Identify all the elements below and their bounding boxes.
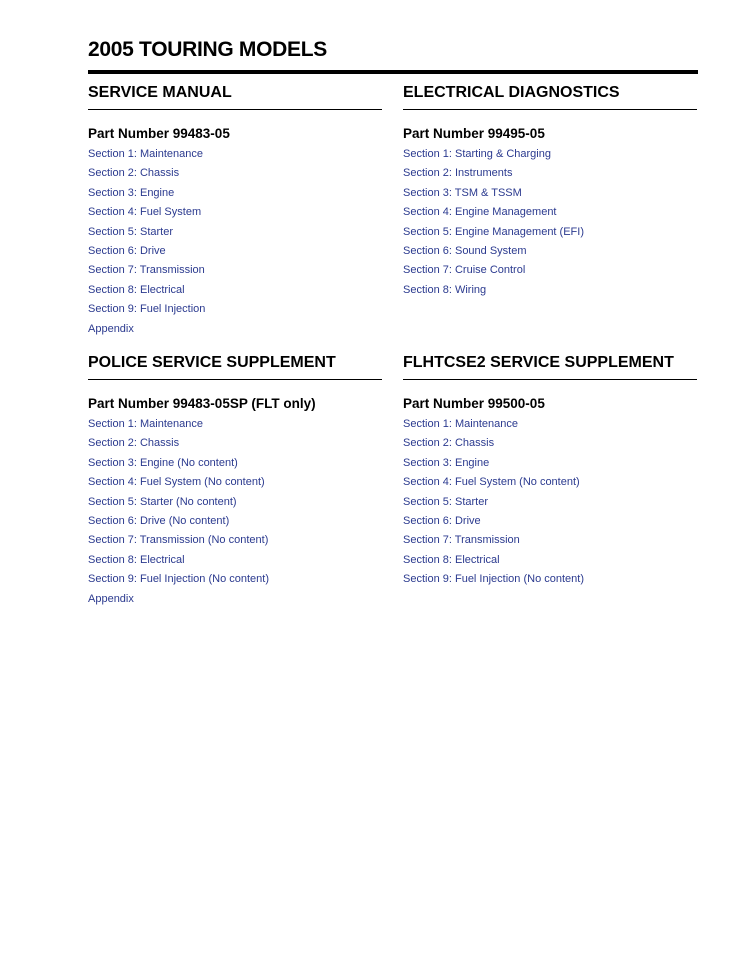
section-link[interactable]: Section 8: Electrical xyxy=(403,553,500,566)
section-link[interactable]: Section 4: Fuel System (No content) xyxy=(88,476,265,489)
section-heading: POLICE SERVICE SUPPLEMENT xyxy=(88,354,336,371)
section-divider xyxy=(88,379,382,380)
section-divider xyxy=(88,109,382,110)
section-link[interactable]: Section 6: Drive (No content) xyxy=(88,515,230,528)
section-link[interactable]: Section 7: Transmission xyxy=(88,264,205,277)
section-link[interactable]: Section 1: Maintenance xyxy=(88,148,203,160)
section-link[interactable]: Section 7: Transmission xyxy=(403,534,520,547)
section-link[interactable]: Section 7: Cruise Control xyxy=(403,264,526,277)
section-link[interactable]: Section 9: Fuel Injection (No content) xyxy=(88,573,269,586)
section-link[interactable]: Section 9: Fuel Injection xyxy=(88,303,206,316)
flhtcse2-service-supplement-section xyxy=(403,354,697,590)
appendix-link[interactable]: Appendix xyxy=(88,592,134,605)
section-link[interactable]: Section 4: Fuel System xyxy=(88,206,202,219)
section-link[interactable]: Section 1: Maintenance xyxy=(403,418,518,430)
section-link[interactable]: Section 3: TSM & TSSM xyxy=(403,186,522,199)
section-link[interactable]: Section 3: Engine xyxy=(403,456,490,469)
section-link[interactable]: Section 1: Maintenance xyxy=(88,418,203,430)
page-title: 2005 TOURING MODELS xyxy=(88,38,327,61)
section-heading: ELECTRICAL DIAGNOSTICS xyxy=(403,84,620,101)
section-link[interactable]: Section 8: Wiring xyxy=(403,283,487,296)
section-divider xyxy=(403,379,697,380)
section-link[interactable]: Section 7: Transmission (No content) xyxy=(88,534,269,547)
section-link[interactable]: Section 5: Starter xyxy=(403,495,488,508)
section-link-list xyxy=(88,145,382,339)
section-link[interactable]: Section 6: Drive xyxy=(88,245,166,258)
section-link[interactable]: Section 5: Starter xyxy=(88,225,173,238)
part-number: Part Number 99495-05 xyxy=(403,126,545,141)
section-link[interactable]: Section 2: Chassis xyxy=(88,167,180,180)
part-number: Part Number 99500-05 xyxy=(403,396,545,411)
appendix-link[interactable]: Appendix xyxy=(88,322,134,335)
electrical-diagnostics-section xyxy=(403,84,697,300)
section-link[interactable]: Section 4: Engine Management xyxy=(403,206,557,219)
section-link-list xyxy=(88,415,382,609)
part-number: Part Number 99483-05SP (FLT only) xyxy=(88,396,316,411)
section-heading: SERVICE MANUAL xyxy=(88,84,232,101)
section-link[interactable]: Section 1: Starting & Charging xyxy=(403,148,551,160)
section-link[interactable]: Section 2: Instruments xyxy=(403,167,513,180)
section-link[interactable]: Section 2: Chassis xyxy=(403,437,495,450)
police-service-supplement-section xyxy=(88,354,382,609)
section-link[interactable]: Section 8: Electrical xyxy=(88,283,185,296)
service-manual-section xyxy=(88,84,382,339)
section-link-list xyxy=(403,145,697,300)
section-link-list xyxy=(403,415,697,590)
title-divider xyxy=(88,70,698,74)
section-divider xyxy=(403,109,697,110)
section-link[interactable]: Section 8: Electrical xyxy=(88,553,185,566)
section-link[interactable]: Section 9: Fuel Injection (No content) xyxy=(403,573,584,586)
section-link[interactable]: Section 6: Drive xyxy=(403,515,481,528)
section-link[interactable]: Section 6: Sound System xyxy=(403,245,527,258)
section-link[interactable]: Section 4: Fuel System (No content) xyxy=(403,476,580,489)
part-number: Part Number 99483-05 xyxy=(88,126,230,141)
section-link[interactable]: Section 3: Engine xyxy=(88,186,175,199)
section-link[interactable]: Section 5: Starter (No content) xyxy=(88,495,237,508)
section-heading: FLHTCSE2 SERVICE SUPPLEMENT xyxy=(403,354,674,371)
section-link[interactable]: Section 5: Engine Management (EFI) xyxy=(403,225,584,238)
section-link[interactable]: Section 3: Engine (No content) xyxy=(88,456,238,469)
section-link[interactable]: Section 2: Chassis xyxy=(88,437,180,450)
